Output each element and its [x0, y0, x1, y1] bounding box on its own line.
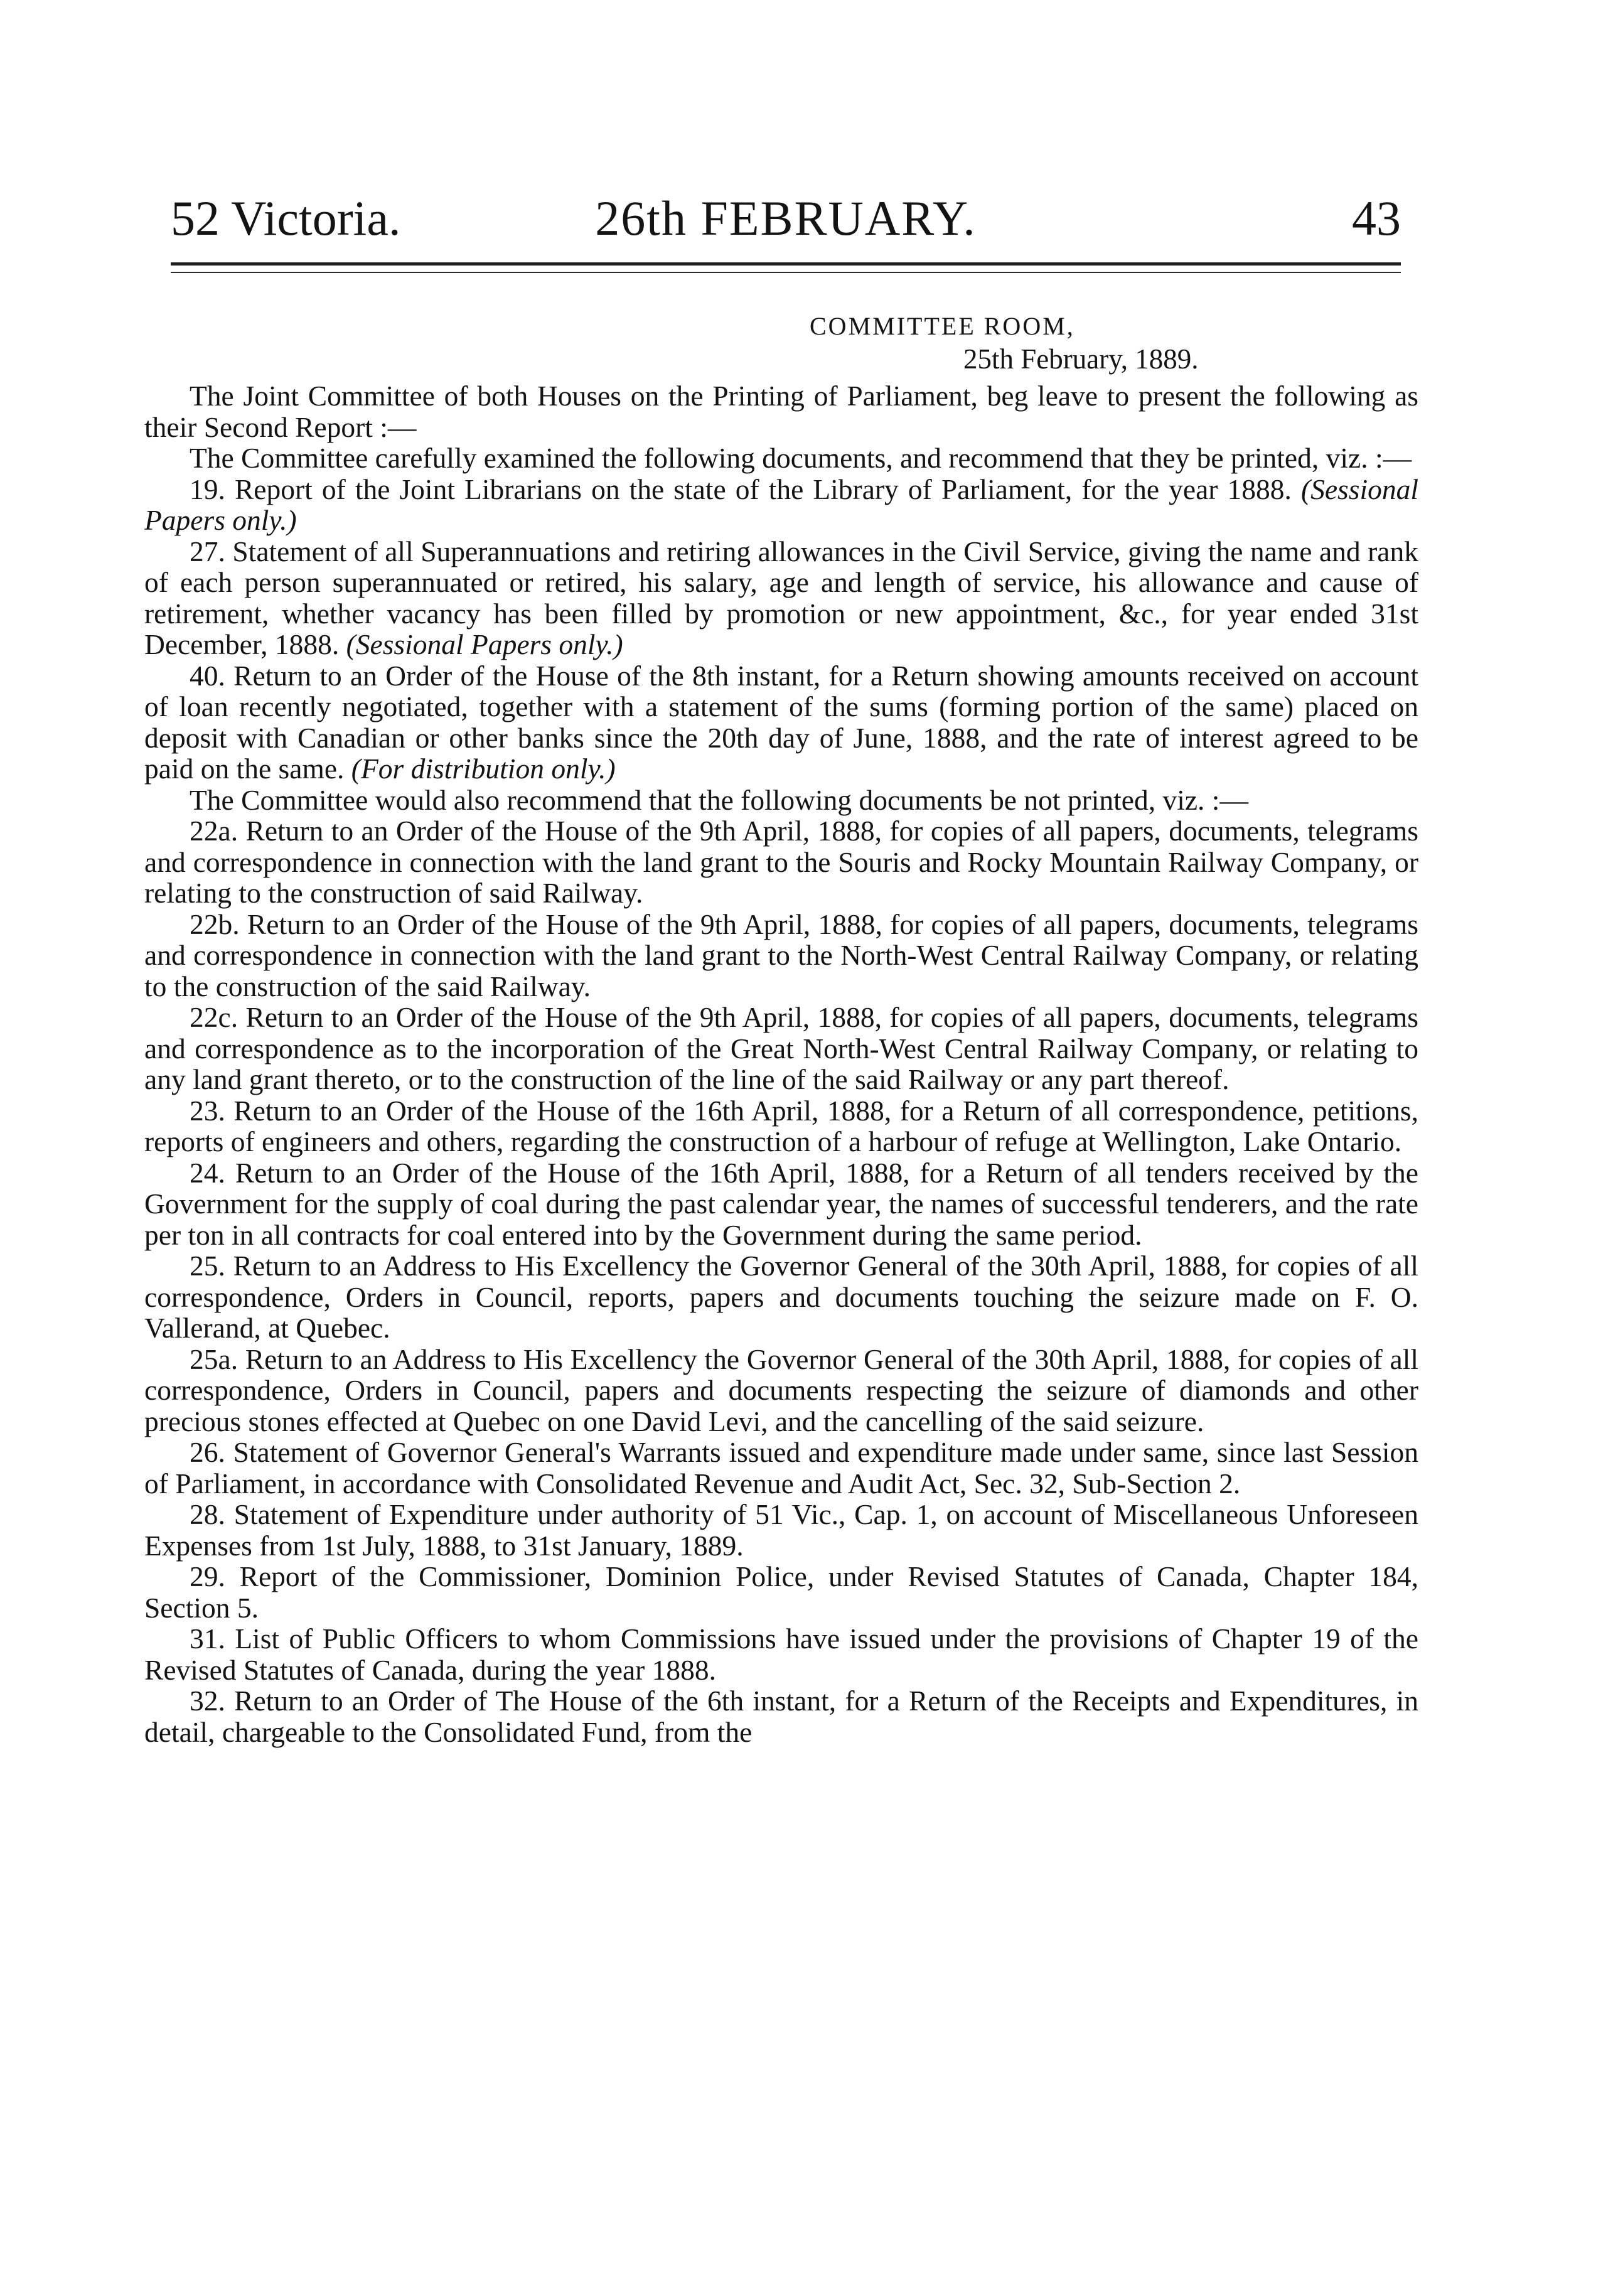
paragraph-item-27: 27. Statement of all Superannuations and retiring allowances in the Civil Service, giving the name and rank of each person superannuated or retired, his salary, age and length of service, his allowance and cause of retirement, whether vacancy has been filled by promotion or new appointment, &c., for year ended 31st December, 1888. (Sessional Papers only.): [144, 535, 1418, 660]
paragraph-item-32: 32. Return to an Order of The House of the 6th instant, for a Return of the Receipts and Expenditures, in detail, chargeable to the Consolidated Fund, from the: [144, 1685, 1418, 1748]
paragraph-item-25a: 25a. Return to an Address to His Excellency the Governor General of the 30th April, 1888, for copies of all correspondence, Orders in Council, papers and documents respecting the seizure of diamonds and other precious stones effected at Quebec on one David Levi, and the cancelling of the said seizure.: [144, 1343, 1418, 1437]
paragraph-item-25: 25. Return to an Address to His Excellency the Governor General of the 30th April, 1888, for copies of all correspondence, Orders in Council, reports, papers and documents touching the seizure made on F. O. Vallerand, at Quebec.: [144, 1250, 1418, 1344]
dateline: [810, 310, 1412, 375]
header-rule-thick: [171, 262, 1401, 266]
report-body: [144, 380, 1418, 1747]
paragraph-item-28: 28. Statement of Expenditure under authority of 51 Vic., Cap. 1, on account of Miscellaneous Unforeseen Expenses from 1st July, 1888, to 31st January, 1889.: [144, 1498, 1418, 1562]
header-page-number: 43: [1352, 191, 1401, 245]
paragraph-intro: The Joint Committee of both Houses on the Printing of Parliament, beg leave to present the following as their Second Report :—: [144, 380, 1418, 443]
header-rule-thin: [171, 272, 1401, 273]
paragraph-item-31: 31. List of Public Officers to whom Commissions have issued under the provisions of Chapter 19 of the Revised Statutes of Canada, during the year 1888.: [144, 1623, 1418, 1686]
paragraph-item-22c: 22c. Return to an Order of the House of the 9th April, 1888, for copies of all papers, documents, telegrams and correspondence as to the incorporation of the Great North-West Central Railway Company, or relating to any land grant thereto, or to the construction of the line of the said Railway or any part thereof.: [144, 1001, 1418, 1095]
paragraph-item-24: 24. Return to an Order of the House of the 16th April, 1888, for a Return of all tenders received by the Government for the supply of coal during the past calendar year, the names of successful tenderers, and the rate per ton in all contracts for coal entered into by the Government during the same period.: [144, 1156, 1418, 1251]
dateline-date: 25th February, 1889.: [963, 343, 1199, 375]
paragraph-recommend-print: The Committee carefully examined the following documents, and recommend that they be printed, viz. :—: [190, 442, 1412, 474]
paragraph-item-29: 29. Report of the Commissioner, Dominion Police, under Revised Statutes of Canada, Chapter 184, Section 5.: [144, 1560, 1418, 1624]
paragraph-item-22b: 22b. Return to an Order of the House of the 9th April, 1888, for copies of all papers, documents, telegrams and correspondence in connection with the land grant to the North-West Central Railway Company, or relating to the construction of the said Railway.: [144, 908, 1418, 1002]
paragraph-item-40: 40. Return to an Order of the House of the 8th instant, for a Return showing amounts received on account of loan recently negotiated, together with a statement of the sums (forming portion of the same) placed on deposit with Canadian or other banks since the 20th day of June, 1888, and the rate of interest agreed to be paid on the same. (For distribution only.): [144, 659, 1418, 785]
paragraph-item-22a: 22a. Return to an Order of the House of the 9th April, 1888, for copies of all papers, documents, telegrams and correspondence in connection with the land grant to the Souris and Rocky Mountain Railway Company, or relating to the construction of said Railway.: [144, 815, 1418, 909]
header-session: 52 Victoria.: [171, 191, 401, 245]
dateline-place: COMMITTEE ROOM,: [810, 312, 1075, 340]
paragraph-note: (Sessional Papers only.): [346, 628, 623, 660]
running-head: [171, 187, 1401, 250]
paragraph-item-19: 19. Report of the Joint Librarians on the state of the Library of Parliament, for the year 1888. (Sessional Papers only.): [144, 473, 1418, 536]
header-date: 26th FEBRUARY.: [595, 191, 977, 245]
paragraph-note: (For distribution only.): [351, 753, 616, 785]
paragraph-note: (Sessional Papers only.): [144, 473, 1418, 536]
paragraph-recommend-not-print: The Committee would also recommend that the following documents be not printed, viz. :—: [190, 783, 1248, 816]
paragraph-item-23: 23. Return to an Order of the House of the 16th April, 1888, for a Return of all correspondence, petitions, reports of engineers and others, regarding the construction of a harbour of refuge at Wellington, Lake Ontario.: [144, 1094, 1418, 1157]
paragraph-item-26: 26. Statement of Governor General's Warrants issued and expenditure made under same, since last Session of Parliament, in accordance with Consolidated Revenue and Audit Act, Sec. 32, Sub-Section 2.: [144, 1436, 1418, 1499]
